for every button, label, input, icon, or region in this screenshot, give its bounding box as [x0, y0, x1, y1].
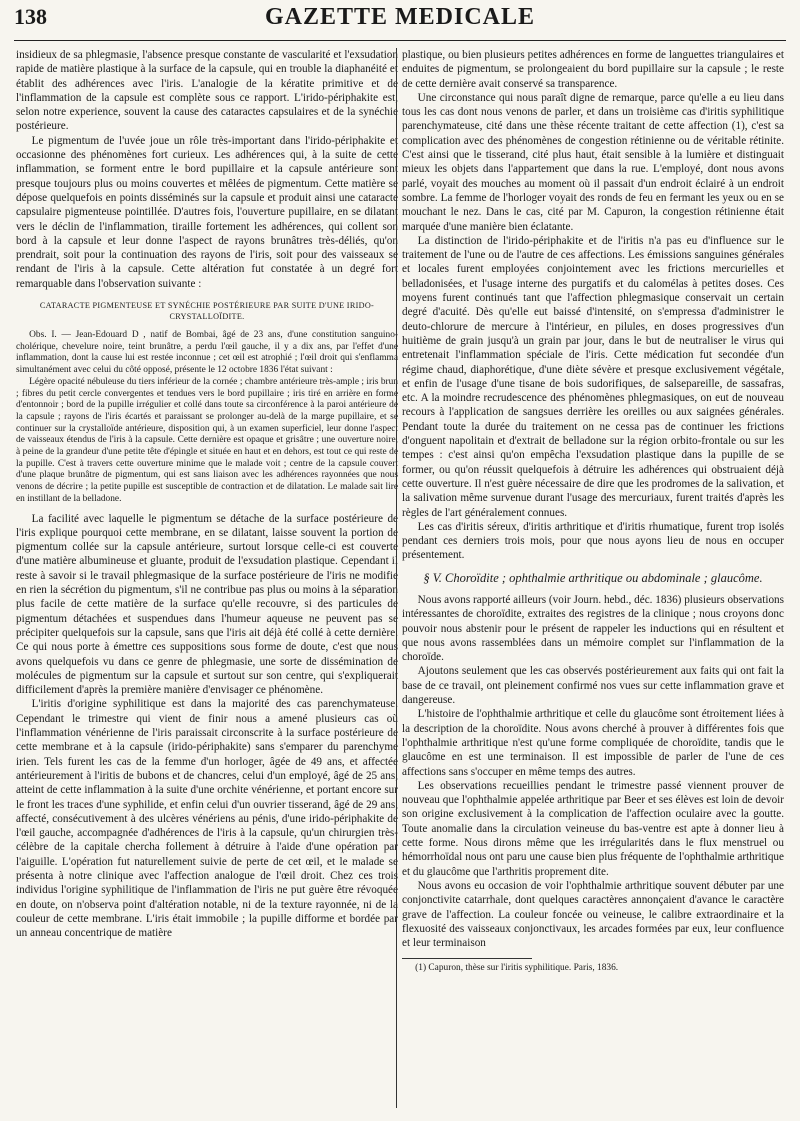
paragraph: Ajoutons seulement que les cas observés postérieurement aux faits qui ont fait la base de ce travail, ont pleinement confirmé nos vues sur cette inflammation grave et dangereuse.	[402, 665, 784, 707]
section-heading: § V. Choroïdite ; ophthalmie arthritique ou abdominale ; glaucôme.	[423, 570, 763, 585]
journal-title: GAZETTE MEDICALE	[264, 4, 536, 30]
footnote-rule	[402, 958, 532, 959]
page-number: 138	[14, 4, 47, 29]
paragraph: Nous avons eu occasion de voir l'ophthalmie arthritique souvent débuter par une conjonctivite catarrhale, dont quelques caractères annonçaient d'avance le caractère grave de l'affection. La couleur foncée ou veineuse, le calibre extraordinaire et la flexuosité des vaisseaux conjonctivaux, les arcades formées par eux, leur confluence et leur terminaison	[402, 879, 784, 950]
paragraph: Les observations recueillies pendant le trimestre passé viennent prouver de nouveau que l'ophthalmie appelée arthritique par Beer et ses élèves est loin de devoir son origine exclusivement à la complication de l'affection oculaire avec la goutte. Toute anomalie dans la circulation veineuse du bas-ventre est apte à donner lieu à cette forme. Nous dirons même que les irrégularités dans le flux menstruel ou hémorrhoïdal nous ont paru une cause bien plus fréquente de l'ophthalmie arthritique et du glaucôme que l'arthritis proprement dite.	[402, 779, 784, 878]
header-rule	[14, 40, 786, 41]
paragraph: Le pigmentum de l'uvée joue un rôle très-important dans l'irido-périphakite et occasionne des phénomènes fort curieux. Les adhérences qui, à la suite de cette inflammation, se forment entre le bord pupillaire et la capsule antérieure sont presque toujours plus ou moins couvertes et mêlées de pigmentum. Cette matière se dépose quelquefois en points disséminés sur la capsule et produit ainsi une cataracte capsulaire pigmenteuse pointillée. D'autres fois, l'ouverture pupillaire, en se dilatant vers le déclin de l'inflammation, tiraille fortement les adhérences, qui collent son bord à la capsule et leur donne l'aspect de rayons brunâtres très-déliés, qu'on prendrait, soit pour la continuation des rayons de l'iris, soit pour des vaisseaux se rendant de l'iris à la capsule. Cette altération fut constatée à un degré fort remarquable dans l'observation suivante :	[16, 134, 398, 290]
paragraph: La facilité avec laquelle le pigmentum se détache de la surface postérieure de l'iris explique pourquoi cette membrane, en se dilatant, laisse souvent la portion de pigmentum collée sur la capsule antérieure, surtout lorsque celle-ci est couverte d'une matière albumineuse et gluante, produit de l'exsudation plastique. Cependant il reste à savoir si le travail phlegmasique de la surface postérieure de l'iris ne modifie en rien la sécrétion du pigmentum, s'il ne contribue pas plus ou moins à la séparation plus facile de cette matière de la surface qu'elle recouvre, si des particules de pigmentum détachées et suspendues dans l'humeur aqueuse ne peuvent pas se précipiter quelquefois sur la capsule, sans que l'iris ait déjà été collé à cette dernière. Ce qui nous porte à émettre ces suppositions sous forme de doute, c'est que nous avons quelquefois vu dans ce genre de phlegmasie, une sorte de dissémination de molécules de pigmentum sur la capsule et surtout sur son centre, qui s'expliquerait difficilement d'après la première manière d'envisager ce phénomène.	[16, 512, 398, 697]
observation-paragraph: Légère opacité nébuleuse du tiers inférieur de la cornée ; chambre antérieure très-ample ; iris brun ; fibres du petit cercle convergentes et tendues vers le bord pupillaire ; iris tiré en arrière en forme d'entonnoir ; bord de la pupille irrégulier et collé dans toute sa circonférence à la paroi antérieure de la capsule ; rayons de l'iris écartés et paraissant se prolonger au-delà de la marge pupillaire, et se continuer sur la crystalloïde antérieure, disposition qui, à un examen superficiel, leur donne l'aspect de vaisseaux étendus de l'iris à la capsule. Cette dernière est opaque et grisâtre ; une ouverture noire, à peine de la grandeur d'une petite tête d'épingle et située en haut et en dehors, est tout ce qui reste de la pupille. C'est à travers cette ouverture minime que le malade voit ; centre de la capsule couvert d'une plaque brunâtre de pigmentum, qui est sans liaison avec les adhérences rayonnées que nous venons de décrire ; la petite pupille est susceptible de contraction et de dilatation. Le malade sait lire en instillant de la belladone.	[16, 376, 398, 504]
paragraph: L'iritis d'origine syphilitique est dans la majorité des cas parenchymateuse. Cependant le trimestre qui vient de finir nous a amené plusieurs cas où l'inflammation vénérienne de l'iris paraissait circonscrite à la surface postérieure de cette membrane et à la capsule (irido-périphakite) sans s'emparer du parenchyme irien. Tels furent les cas de la femme d'un horloger, âgée de 49 ans, et affectée antérieurement à l'iritis de bubons et de chancres, celui d'un employé, âgé de 25 ans, atteint de cette inflammation à la suite d'une orchite vénérienne, et portant encore sur le front les traces d'une syphilide, et enfin celui d'un ouvrier tisserand, âgé de 29 ans, affecté, consécutivement à des ulcères vénériens au pénis, d'une irido-périphakite de l'œil gauche, accompagnée d'adhérences de l'iris à la capsule, qu'un chirurgien très-célèbre de la capitale chercha follement à détruire à l'aide d'une opération par l'aiguille. L'opération fut naturellement suivie de perte de cet œil, et le malade se présenta à notre clinique avec l'affection analogue de l'œil droit. Chez ces trois individus l'origine syphilitique de l'inflammation de l'iris ne put guère être révoquée en doute, on n'observa point d'altération notable, ni de la texture rayonnée, ni de la couleur de cette membrane. L'iris était immobile ; la pupille difforme et bordée par un anneau concentrique de matière	[16, 698, 398, 940]
paragraph: insidieux de sa phlegmasie, l'absence presque constante de vascularité et l'exsudation rapide de matière plastique à la surface de la capsule, qui en trouble la diaphanéité et établit des adhérences avec l'iris. L'analogie de la kératite primitive et de l'inflammation de la capsule est complète sous ce rapport. L'irido-périphakite est, selon notre experience, souvent la cause des cataractes capsulaires et de la synéchie postérieure.	[16, 49, 398, 133]
paragraph: plastique, ou bien plusieurs petites adhérences en forme de languettes triangulaires et enduites de pigmentum, se prolongeaient du bord pupillaire sur la capsule ; le reste de cette dernière avait conservé sa transparence.	[402, 49, 784, 90]
left-column	[16, 48, 398, 941]
footnote: (1) Capuron, thèse sur l'iritis syphilitique. Paris, 1836.	[415, 963, 619, 974]
paragraph: Une circonstance qui nous paraît digne de remarque, parce qu'elle a eu lieu dans tous les cas dont nous venons de parler, et dans un troisième cas d'iritis syphilitique parenchymateuse, cité dans une thèse récente traitant de cette affection (1), c'est sa complication avec des phénomènes de congestion rétinienne ou de véritable rétinite. C'est ainsi que le tisserand, cité plus haut, était sensible à la lumière et distinguait mieux les objets dans l'appartement que dans la rue. L'employé, dont nous avons parlé, voyait des mouches au moment où il passait d'un endroit éclairé à un endroit sombre. La femme de l'horloger voyait des ronds de feu en fermant les yeux ou en se mouchant le nez. Dans le cas, cité par M. Capuron, la congestion rétinienne était marquée d'une manière bien éclatante.	[402, 91, 784, 233]
paragraph: Nous avons rapporté ailleurs (voir Journ. hebd., déc. 1836) plusieurs observations intéressantes de choroïdite, extraites des registres de la clinique ; nous croyons donc pouvoir nous abstenir pour le présent de rappeler les inductions qui en résultent et que nous avons rassemblées dans un mémoire complet sur l'inflammation de la choroïde.	[402, 593, 784, 664]
page-header	[14, 4, 786, 34]
right-column	[402, 48, 784, 975]
paragraph: La distinction de l'irido-périphakite et de l'iritis n'a pas eu d'influence sur le traitement de l'une ou de l'autre de ces affections. Les émissions sanguines générales et locales furent employées conjointement avec les frictions mercurielles et belladonisées, et l'usage interne des purgatifs et du calomélas à petites doses. Ces moyens furent continués tant que l'affection phlegmasique conservait un certain degré d'acuité. Dès qu'elle eut baissé d'intensité, on s'empressa d'administrer le deuto-chlorure de mercure à l'intérieur, en pilules, en doses progressives d'un huitième de grain jusqu'à un grain par jour, dans le but de neutraliser le virus qui entretenait l'inflammation spéciale de l'iris. Cette médication fut secondée d'un régime chaud, diaphorétique, d'une diète sévère et presque exclusivement végétale, et enfin de l'usage d'une tisane de bois sudorifiques, de salsepareille, de sassafras, etc. A la moindre recrudescence des phénomènes phlegmasiques, on eut de nouveau recours à l'application de sangsues derrière les oreilles ou aux saignées générales. Pendant toute la durée du traitement on ne cessa pas de continuer les frictions d'onguent napolitain et d'extrait de belladone sur la région orbito-frontale ou sur les tempes : c'est ainsi qu'on empêcha l'exsudation plastique dans la pupille de se former, ou qu'on réussit quelquefois à détruire les adhérences qui obstruaient déjà cette ouverture. Il n'est guère nécessaire de dire que les prodromes de la salivation, et la salivation même survenue durant l'usage des mercuriaux, furent traités d'après les règles de l'art généralement connues.	[402, 234, 784, 519]
case-title: CATARACTE PIGMENTEUSE ET SYNÉCHIE POSTÉRIEURE PAR SUITE D'UNE IRIDO-CRYSTALLOÏDITE.	[39, 301, 375, 321]
paragraph: L'histoire de l'ophthalmie arthritique et celle du glaucôme sont étroitement liées à la description de la choroïdite. Nous avons cherché à prouver à différentes fois que l'ophthalmie arthritique n'est qu'une forme compliquée de choroïdite, tandis que le glaucôme en est une terminaison. Il est impossible de parler de l'une de ces affections sans s'occuper en même temps des autres.	[402, 708, 784, 778]
observation-paragraph: Obs. I. — Jean-Edouard D , natif de Bombai, âgé de 23 ans, d'une constitution sanguino-cholérique, chevelure noire, teint brunâtre, a perdu l'œil gauche, il y a dix ans, par l'effet d'une inflammation, dont la cause lui est restée inconnue ; cet œil est atrophié ; l'œil droit qui s'enflamma simultanément avec celui du côté opposé, présente le 12 octobre 1836 l'état suivant :	[16, 330, 398, 376]
column-divider	[396, 48, 397, 1108]
paragraph: Les cas d'iritis séreux, d'iritis arthritique et d'iritis rhumatique, furent trop isolés pendant ces derniers trois mois, pour que nous ayons lieu de nous en occuper présentement.	[402, 520, 784, 562]
